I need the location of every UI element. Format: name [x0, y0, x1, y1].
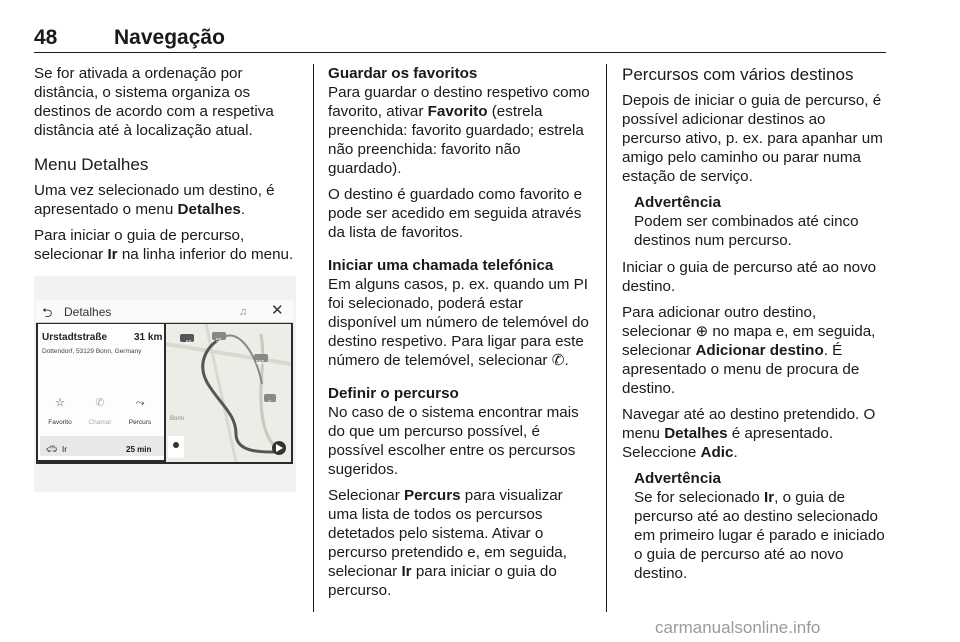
back-icon: ⮌: [42, 305, 53, 320]
heading-define-route: Definir o percurso: [328, 385, 459, 402]
phone-icon: ✆: [551, 352, 565, 369]
star-icon: ☆: [55, 397, 65, 409]
paragraph-details-menu: Uma vez selecionado um destino, é apresentado o menu Detalhes.: [34, 182, 275, 218]
paragraph-add-another: Para adicionar outro destino, selecionar ⊕ no mapa e, em seguida, selecionar Adicionar destino. É apresentado o menu de procura de destino.: [622, 304, 876, 397]
routes-icon: ⤳: [135, 397, 145, 409]
road-shield-59: 59: [186, 340, 192, 346]
go-bar: [40, 436, 164, 456]
paragraph-save-favorites: Para guardar o destino respetivo como favorito, ativar Favorito (estrela preenchida: favorito guardado; estrela não preenchida: favorito não guardado).: [328, 84, 590, 177]
route-map: [166, 324, 291, 462]
note-title: Advertência: [634, 194, 721, 211]
note-title: Advertência: [634, 470, 721, 487]
car-icon: 🚗︎: [46, 444, 58, 454]
routes-button: ⤳ Percurs: [122, 394, 158, 432]
paragraph-start-guidance: Para iniciar o guia de percurso, selecionar Ir na linha inferior do menu.: [34, 227, 294, 263]
paragraph-favorites-list: O destino é guardado como favorito e pode ser acedido em seguida através da lista de favoritos.: [328, 186, 583, 241]
screen-header: [36, 300, 293, 323]
watermark: carmanualsonline.info: [655, 618, 821, 637]
screen-title: Detalhes: [64, 305, 112, 319]
page-title: Navegação: [114, 26, 225, 49]
map-city-label: Bonn: [170, 416, 185, 422]
details-screenshot: [34, 276, 296, 492]
heading-menu-detalhes: Menu Detalhes: [34, 155, 149, 174]
phone-icon: ✆: [95, 397, 105, 409]
column-divider-2: [606, 64, 607, 612]
heading-phone-call: Iniciar uma chamada telefónica: [328, 257, 554, 274]
note-box-1: [634, 193, 888, 250]
column-3: [622, 64, 888, 591]
travel-time: 25 min: [126, 445, 152, 454]
route-map-drawing: [166, 324, 291, 462]
paragraph-sorting: Se for ativada a ordenação por distância, o sistema organiza os destinos de acordo com a respetiva distância até à localização atual.: [34, 65, 274, 139]
column-divider-1: [313, 64, 314, 612]
road-shield-3: 3: [268, 400, 271, 406]
road-shield-560: 560: [256, 360, 265, 366]
paragraph-add-destinations: Depois de iniciar o guia de percurso, é possível adicionar destinos ao percurso ativo, p. ex. para apanhar um amigo pelo caminho ou parar numa estação de serviço.: [622, 92, 883, 185]
paragraph-phone-call: Em alguns casos, p. ex. quando um PI foi selecionado, poderá estar disponível um número de telemóvel do destino respetivo. Para ligar para este número de telemóvel, selecionar ✆.: [328, 276, 589, 369]
heading-save-favorites: Guardar os favoritos: [328, 65, 478, 82]
note-text: Se for selecionado Ir, o guia de percurso até ao destino selecionado em primeiro lugar é parado e iniciado o guia de percurso até ao novo destino.: [634, 489, 885, 582]
column-1: [34, 64, 296, 492]
call-button: ✆ Chamar: [82, 394, 118, 432]
add-destination-icon: ⊕: [695, 323, 709, 340]
heading-multi-destination: Percursos com vários destinos: [622, 65, 854, 84]
destination-address: Dottendorf, 53129 Bonn, Germany: [42, 348, 142, 355]
paragraph-start-new: Iniciar o guia de percurso até ao novo destino.: [622, 259, 877, 295]
music-icon: ♫: [239, 306, 248, 318]
paragraph-route-options: No caso de o sistema encontrar mais do que um percurso possível, é possível escolher entre os percursos sugeridos.: [328, 404, 579, 478]
close-icon: ✕: [271, 302, 284, 319]
note-text: Podem ser combinados até cinco destinos num percurso.: [634, 213, 859, 249]
paragraph-select-route: Selecionar Percurs para visualizar uma lista de todos os percursos detetados pelo sistema. Ativar o percurso pretendido e, em seguida, selecionar Ir para iniciar o guia do percurso.: [328, 487, 567, 599]
destination-distance: 31 km: [134, 332, 163, 343]
favorite-button: ☆ Favorito: [42, 394, 78, 432]
destination-panel: [38, 324, 164, 460]
paragraph-navigate: Navegar até ao destino pretendido. O menu Detalhes é apresentado. Seleccione Adic.: [622, 406, 876, 461]
column-2: [328, 64, 592, 607]
infotainment-screen: [36, 300, 293, 464]
page-header: [34, 26, 886, 53]
road-shield-56: 56: [216, 338, 222, 344]
destination-street: Urstadtstraße: [42, 332, 108, 343]
go-label: Ir: [62, 445, 67, 454]
note-box-2: [634, 469, 888, 583]
page-number: 48: [34, 26, 58, 49]
